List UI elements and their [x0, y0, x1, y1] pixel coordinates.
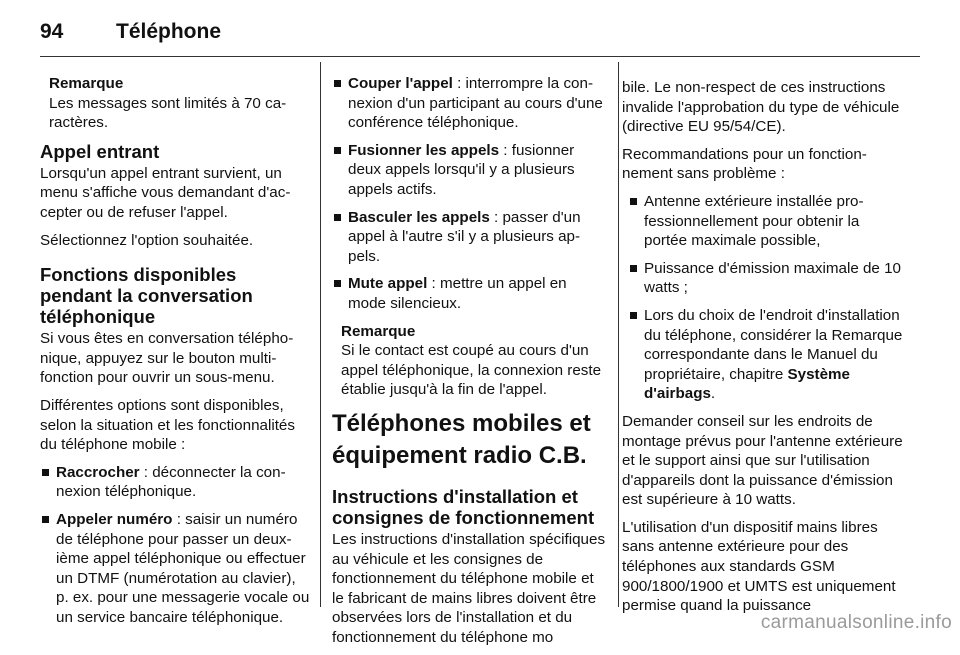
option-list — [40, 463, 312, 628]
bullet-icon — [334, 80, 341, 87]
note-title: Remarque — [341, 322, 416, 340]
bullet-icon — [630, 198, 637, 205]
paragraph: L'utilisation d'un dispositif mains libres sans antenne extérieure pour des téléphones aux standards GSM 900/1800/1900 et UMTS est uniquement permise quand la puissance — [622, 518, 896, 615]
list-item — [332, 141, 607, 200]
chapter-title: Téléphones mobiles et équipement radio C.B. — [332, 409, 591, 469]
list-item-tail: . — [710, 385, 716, 403]
page-title: Téléphone — [116, 20, 222, 43]
paragraph: Différentes options sont disponibles, selon la situation et les fonctionnalités du téléphone mobile : — [40, 396, 295, 454]
list-item-term: Appeler numéro — [56, 510, 173, 528]
note-box — [49, 74, 312, 133]
list-item-term: Couper l'appel — [348, 75, 453, 92]
list-item — [332, 208, 607, 267]
paragraph: Recommandations pour un fonctionnement sans problème : — [622, 145, 867, 183]
recommendation-list — [628, 192, 904, 404]
list-item-text: Lors du choix de l'endroit d'installation du téléphone, considérer la Remarque correspondante dans le Manuel du propriétaire, chapitre — [644, 306, 903, 383]
section-title-incoming-call: Appel entrant — [40, 140, 160, 162]
list-item-desc: : déconnecter la connexion téléphonique. — [56, 463, 286, 501]
option-list — [332, 74, 607, 314]
list-item-desc: : fusionner deux appels lorsqu'il y a plusieurs appels actifs. — [348, 141, 575, 198]
paragraph: Si vous êtes en conversation téléphonique, appuyez sur le bouton multifonction pour ouvrir un sous-menu. — [40, 330, 294, 387]
page-number: 94 — [40, 20, 64, 43]
list-item-term: Mute appel — [348, 275, 428, 293]
watermark: carmanualsonline.info — [760, 612, 952, 633]
chapter-reference: Système d'airbags — [644, 365, 850, 403]
header-rule — [40, 56, 920, 57]
column-2 — [332, 74, 607, 655]
list-item — [40, 463, 312, 502]
list-item-desc: : saisir un numéro de téléphone pour passer un deuxième appel téléphonique ou effectuer un DTMF (numérotation au clavier), p. ex. pour une messagerie vocale ou un service bancaire téléphonique. — [56, 510, 310, 626]
section-title-call-functions: Fonctions disponibles pendant la conversation téléphonique — [40, 264, 253, 328]
list-item-text: Puissance d'émission maximale de 10 watts ; — [644, 259, 901, 297]
page-header — [0, 0, 960, 56]
bullet-icon — [334, 214, 341, 221]
list-item — [628, 306, 904, 404]
list-item-text: Antenne extérieure installée professionnellement pour obtenir la portée maximale possible, — [644, 192, 864, 250]
bullet-icon — [630, 312, 637, 319]
bullet-icon — [334, 280, 341, 287]
list-item-term: Basculer les appels — [348, 208, 490, 226]
note-box — [341, 322, 607, 400]
column-3 — [622, 78, 904, 624]
list-item-term: Fusionner les appels — [348, 141, 500, 159]
paragraph: Sélectionnez l'option souhaitée. — [40, 231, 254, 249]
paragraph: bile. Le non-respect de ces instructions invalide l'approbation du type de véhicule (directive EU 95/54/CE). — [622, 79, 900, 136]
bullet-icon — [42, 469, 49, 476]
bullet-icon — [42, 516, 49, 523]
list-item — [332, 74, 607, 133]
section-title-installation: Instructions d'installation et consignes de fonctionnement — [332, 485, 595, 528]
list-item — [332, 274, 607, 313]
list-item-term: Raccrocher — [56, 463, 140, 481]
column-divider-2 — [618, 62, 619, 607]
bullet-icon — [334, 147, 341, 154]
list-item — [628, 192, 904, 251]
paragraph: Les instructions d'installation spécifiques au véhicule et les consignes de fonctionnement du téléphone mobile et le fabricant de mains libres doivent être observées lors de l'installation et du fonctionnement du téléphone mo — [332, 530, 606, 646]
bullet-icon — [630, 265, 637, 272]
note-text: Les messages sont limités à 70 caractères. — [49, 94, 287, 132]
list-item-desc: : interrompre la connexion d'un participant au cours d'une conférence téléphonique. — [348, 75, 603, 132]
list-item-desc: : passer d'un appel à l'autre s'il y a plusieurs appels. — [348, 208, 581, 265]
paragraph: Demander conseil sur les endroits de montage prévus pour l'antenne extérieure et le support ainsi que sur l'utilisation d'appareils dont la puissance d'émission est supérieure à 10 watts. — [622, 412, 903, 509]
list-item — [628, 259, 904, 298]
list-item-desc: : mettre un appel en mode silencieux. — [348, 275, 567, 312]
list-item — [40, 510, 312, 628]
column-divider-1 — [320, 62, 321, 607]
note-text: Si le contact est coupé au cours d'un appel téléphonique, la connexion reste établie jusqu'à la fin de l'appel. — [341, 342, 602, 399]
paragraph: Lorsqu'un appel entrant survient, un menu s'affiche vous demandant d'accepter ou de refuser l'appel. — [40, 164, 291, 221]
note-title: Remarque — [49, 75, 124, 92]
column-1 — [40, 74, 312, 635]
